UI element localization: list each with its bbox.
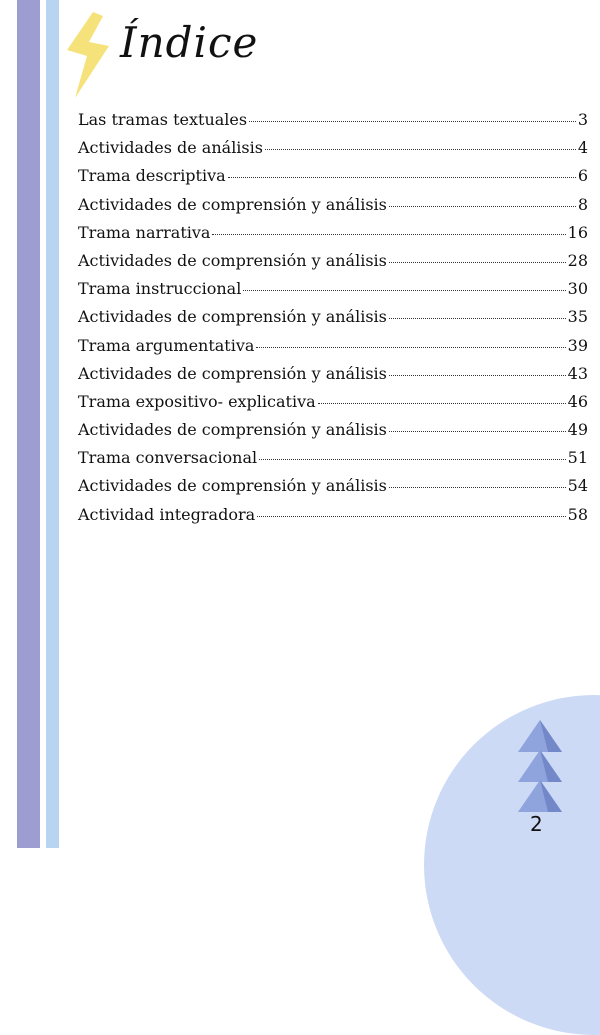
decorative-stripe-purple — [17, 0, 40, 848]
toc-entry-label: Actividades de comprensión y análisis — [78, 420, 387, 440]
toc-entry — [78, 448, 588, 476]
toc-entry-page: 46 — [567, 391, 588, 411]
toc-entry-page: 3 — [577, 110, 588, 129]
toc-entry-page: 39 — [567, 335, 588, 355]
toc-entry-leader — [389, 487, 566, 488]
toc-entry-leader — [257, 516, 566, 517]
toc-entry — [78, 279, 588, 307]
toc-entry-page: 54 — [567, 476, 588, 496]
toc-entry-leader — [389, 375, 566, 376]
toc-entry-label: Trama descriptiva — [78, 166, 226, 186]
toc-entry — [78, 138, 588, 166]
decorative-stripe-blue — [46, 0, 59, 848]
toc-entry-page: 4 — [577, 138, 588, 158]
toc-entry — [78, 166, 588, 194]
toc-entry-page: 16 — [567, 222, 588, 242]
toc-entry-leader — [212, 234, 565, 235]
toc-entry — [78, 505, 588, 533]
toc-entry-label: Actividades de análisis — [78, 138, 263, 158]
page-title: Índice — [120, 18, 259, 67]
toc-entry-leader — [228, 177, 576, 178]
toc-entry-page: 6 — [577, 166, 588, 186]
toc-entry — [78, 195, 588, 223]
table-of-contents — [78, 110, 588, 533]
toc-entry-leader — [249, 121, 576, 122]
toc-entry-page: 28 — [567, 250, 588, 270]
toc-entry — [78, 420, 588, 448]
toc-entry-label: Actividades de comprensión y análisis — [78, 363, 387, 383]
toc-entry — [78, 476, 588, 504]
toc-entry-label: Actividades de comprensión y análisis — [78, 250, 387, 270]
toc-entry-label: Actividades de comprensión y análisis — [78, 307, 387, 327]
toc-entry — [78, 307, 588, 335]
stacked-triangles-icon — [518, 720, 562, 812]
toc-entry — [78, 336, 588, 364]
toc-entry-label: Trama instruccional — [78, 279, 242, 299]
toc-entry-leader — [243, 290, 565, 291]
toc-entry-page: 35 — [567, 307, 588, 327]
toc-entry — [78, 110, 588, 138]
toc-entry — [78, 223, 588, 251]
toc-entry-leader — [389, 262, 566, 263]
toc-entry-leader — [389, 206, 576, 207]
toc-entry-page: 8 — [577, 194, 588, 214]
toc-entry-page: 51 — [567, 448, 588, 468]
toc-entry-page: 30 — [567, 279, 588, 299]
toc-entry — [78, 251, 588, 279]
toc-entry-leader — [265, 149, 576, 150]
toc-entry-leader — [259, 459, 566, 460]
toc-entry-label: Actividades de comprensión y análisis — [78, 194, 387, 214]
toc-entry-label: Trama expositivo- explicativa — [78, 391, 316, 411]
toc-entry-leader — [318, 403, 566, 404]
toc-entry-label: Actividades de comprensión y análisis — [78, 476, 387, 496]
toc-entry-leader — [256, 347, 565, 348]
toc-entry-label: Las tramas textuales — [78, 110, 248, 129]
toc-entry — [78, 364, 588, 392]
toc-entry — [78, 392, 588, 420]
toc-entry-label: Trama narrativa — [78, 222, 211, 242]
lightning-bolt-icon — [63, 12, 113, 98]
toc-entry-label: Actividad integradora — [78, 504, 256, 524]
toc-entry-page: 58 — [567, 504, 588, 524]
toc-entry-leader — [389, 318, 566, 319]
decorative-circle — [424, 695, 600, 1035]
page-number: 2 — [530, 812, 543, 836]
toc-entry-label: Trama conversacional — [78, 448, 258, 468]
toc-entry-label: Trama argumentativa — [78, 335, 255, 355]
toc-entry-page: 43 — [567, 363, 588, 383]
toc-entry-leader — [389, 431, 566, 432]
toc-entry-page: 49 — [567, 420, 588, 440]
